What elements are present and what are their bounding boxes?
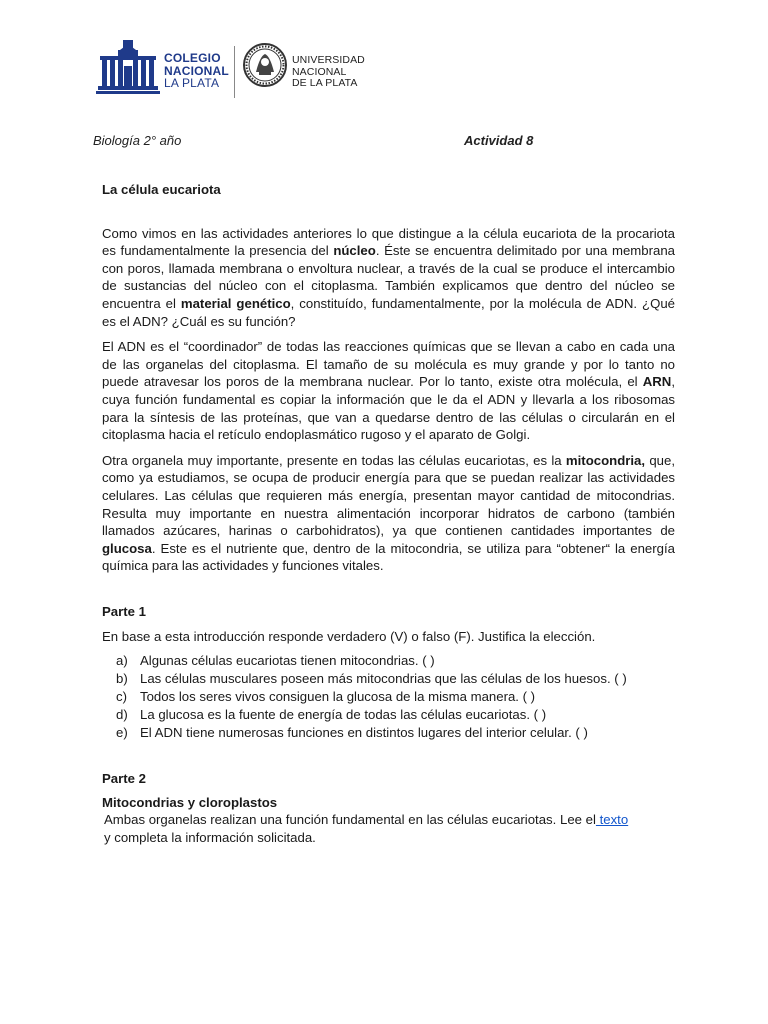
part2-heading: Parte 2 (102, 771, 146, 787)
list-item-marker: a) (116, 653, 128, 669)
unlp-logo (242, 42, 372, 100)
cnlp-line-2: NACIONAL (164, 63, 229, 78)
activity-label: Actividad 8 (464, 133, 534, 148)
list-item-text: El ADN tiene numerosas funciones en distintos lugares del interior celular. ( ) (140, 725, 588, 741)
intro-paragraph-1 (102, 225, 675, 331)
logo-divider (234, 46, 235, 98)
subject-label: Biología 2° año (93, 133, 182, 148)
intro-p3-text-c: que, como ya estudiamos, se ocupa de producir energía para que se puedan realizar las actividades celulares. Las células que requieren más energía, presentan mayor cantidad de mitocondrias. Resulta muy importante en nuestra alimentación incorporar hidratos de carbono (también llamados azúcares, harinas o carbohidratos), ya que contienen cantidades importantes de (102, 452, 675, 539)
list-item (116, 688, 675, 706)
list-item-marker: c) (116, 689, 127, 705)
list-item-text: Algunas células eucariotas tienen mitocondrias. ( ) (140, 653, 435, 669)
colegio-nacional-wordmark (164, 52, 229, 90)
part1-heading: Parte 1 (102, 603, 146, 619)
cnlp-line-3: LA PLATA (164, 76, 220, 90)
document-body (102, 181, 675, 846)
intro-p3-bold-glucosa: glucosa (102, 540, 152, 556)
intro-p1-bold-material: material genético (180, 295, 291, 311)
intro-p1-text-c: . Éste se encuentra delimitado por una membrana con poros, llamada membrana o envoltura nuclear, a través de la cual se produce el intercambio de sustancias del núcleo con el citoplasma. También explicamos que dentro del núcleo se encuentra el (102, 243, 675, 311)
list-item-marker: b) (116, 671, 128, 687)
list-item-marker: d) (116, 707, 128, 723)
cnlp-line-1: COLEGIO (164, 51, 221, 65)
unlp-line-2: NACIONAL (292, 65, 347, 78)
part1-instruction: En base a esta introducción responde verdadero (V) o falso (F). Justifica la elección. (102, 629, 596, 645)
intro-p2-text-c: , cuya función fundamental es copiar la información que le da el ADN y llevarla a los ribosomas para la síntesis de las proteínas, que van a quedarse dentro de las células o circularán en el citoplasma hacia el retículo endoplasmático rugoso y el aparato de Golgi. (102, 374, 675, 443)
page-title: La célula eucariota (102, 182, 221, 197)
intro-p3-text-e: . Este es el nutriente que, dentro de la mitocondria, se utiliza para “obtener“ la energía química para las actividades y funciones vitales. (102, 540, 675, 574)
list-item-text: Todos los seres vivos consiguen la glucosa de la misma manera. ( ) (140, 689, 536, 705)
list-item (116, 670, 675, 688)
unlp-line-3: DE LA PLATA (292, 77, 358, 89)
true-false-list (102, 652, 675, 742)
list-item (116, 652, 675, 670)
intro-paragraph-3 (102, 452, 675, 575)
intro-p3-text-a: Otra organela muy importante, presente en todas las células eucariotas, es la (102, 452, 566, 468)
intro-p1-text-e: , constituído, fundamentalmente, por la molécula de ADN. ¿Qué es el ADN? ¿Cuál es su función? (102, 295, 675, 329)
list-item-text: La glucosa es la fuente de energía de todas las células eucariotas. ( ) (140, 707, 547, 723)
part2-instruction (102, 811, 675, 829)
university-seal-icon (242, 42, 288, 88)
intro-p1-text-a: Como vimos en las actividades anteriores lo que distingue a la célula eucariota de la procariota es fundamentalmente la presencia del (102, 225, 675, 259)
list-item-marker: e) (116, 725, 128, 741)
list-item (116, 724, 675, 742)
building-icon (96, 38, 162, 98)
list-item (116, 706, 675, 724)
part2-instruction-end: y completa la información solicitada. (104, 829, 316, 845)
list-item-text: Las células musculares poseen más mitocondrias que las células de los huesos. ( ) (140, 671, 627, 687)
texto-link[interactable]: texto (595, 812, 629, 828)
intro-paragraph-2 (102, 338, 675, 444)
intro-p3-bold-mitocondria: mitocondria, (565, 452, 646, 468)
colegio-nacional-logo (96, 38, 229, 100)
unlp-line-1: UNIVERSIDAD (292, 54, 365, 66)
intro-p2-bold-arn: ARN (642, 374, 672, 390)
intro-p1-bold-nucleo: núcleo (333, 243, 376, 259)
part2-text-a: Ambas organelas realizan una función fundamental en las células eucariotas. Lee el (104, 812, 596, 828)
unlp-wordmark (292, 55, 365, 90)
intro-p2-text-a: El ADN es el “coordinador” de todas las reacciones químicas que se llevan a cabo en cada una de las organelas del citoplasma. El tamaño de su molécula es muy grande y por lo tanto no puede atravesar los poros de la membrana nuclear. Por lo tanto, existe otra molécula, el (102, 339, 675, 390)
part2-subheading: Mitocondrias y cloroplastos (102, 794, 278, 810)
